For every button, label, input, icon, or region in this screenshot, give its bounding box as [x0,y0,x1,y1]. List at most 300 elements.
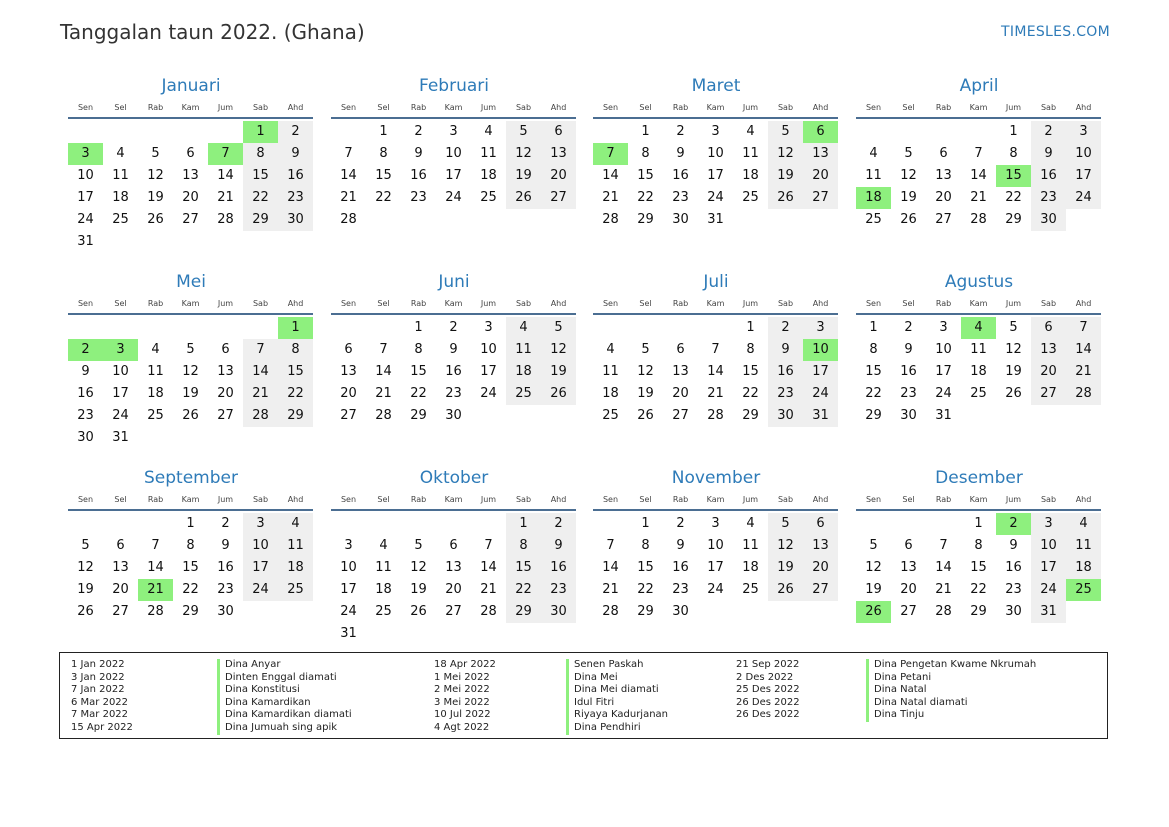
day-grid [68,513,314,623]
empty-cell [926,513,961,535]
day-cell: 25 [147,408,164,423]
day-cell: 28 [602,212,619,227]
day-cell: 19 [768,557,803,579]
weekday-label: Sab [515,495,532,504]
day-cell: 12 [1005,342,1022,357]
weekday-label: Jum [742,299,759,308]
day-cell: 5 [641,342,650,357]
legend-date: 18 Apr 2022 [434,659,496,670]
legend-name-column [217,659,352,735]
weekday-label: Sab [252,495,269,504]
day-cell: 22 [243,187,278,209]
month-title: Mei [176,272,206,292]
day-cell: 20 [803,165,838,187]
day-cell: 1 [414,320,423,335]
weekday-label: Ahd [812,495,829,504]
weekday-label: Ahd [287,299,304,308]
day-cell: 18 [602,386,619,401]
day-cell: 25 [970,386,987,401]
weekday-label: Sel [377,103,390,112]
day-cell: 15 [182,560,199,575]
day-cell: 14 [970,168,987,183]
weekday-label: Kam [181,299,200,308]
day-cell: 27 [672,408,689,423]
day-cell: 12 [541,339,576,361]
month-mei [68,269,314,449]
weekday-label: Sen [77,495,94,504]
empty-cell [401,513,436,535]
day-cell: 22 [637,582,654,597]
day-cell: 3 [449,124,458,139]
weekday-label: Jum [480,103,497,112]
weekday-label: Sen [77,299,94,308]
weekday-label: Jum [217,299,234,308]
day-cell: 20 [112,582,129,597]
day-cell: 14 [1066,339,1101,361]
day-cell: 1 [379,124,388,139]
legend-date: 6 Mar 2022 [71,696,129,708]
weekday-label: Sen [340,299,357,308]
day-cell: 13 [541,143,576,165]
day-cell: 27 [803,187,838,209]
weekday-label: Sen [865,103,882,112]
day-cell: 16 [278,165,313,187]
day-cell: 23 [278,187,313,209]
weekday-label: Kam [444,103,463,112]
weekday-label: Ahd [1075,495,1092,504]
day-cell: 9 [221,538,230,553]
day-cell: 25 [480,190,497,205]
day-cell: 18 [506,361,541,383]
day-cell: 2 [449,320,458,335]
holiday-day-cell: 6 [803,121,838,143]
day-cell: 6 [676,342,685,357]
day-cell: 7 [939,538,948,553]
day-cell: 25 [506,383,541,405]
weekday-header [593,491,839,509]
day-cell: 31 [707,212,724,227]
weekday-label: Rab [147,299,164,308]
day-cell: 9 [676,538,685,553]
weekday-label: Sab [1040,495,1057,504]
empty-cell [698,317,733,339]
day-cell: 13 [803,535,838,557]
legend-date: 1 Mei 2022 [434,671,490,683]
brand-link[interactable]: TIMESLES.COM [1001,24,1110,40]
day-cell: 8 [1009,146,1018,161]
day-cell: 3 [711,124,720,139]
day-grid [331,317,577,427]
day-cell: 14 [935,560,952,575]
day-cell: 28 [1066,383,1101,405]
day-cell: 18 [480,168,497,183]
month-title: Desember [935,468,1023,488]
day-cell: 23 [768,383,803,405]
day-cell: 1 [186,516,195,531]
empty-cell [138,513,173,535]
weekday-label: Ahd [550,103,567,112]
day-cell: 20 [935,190,952,205]
day-cell: 10 [707,146,724,161]
weekday-label: Sel [902,299,915,308]
weekday-header [593,99,839,117]
day-cell: 12 [637,364,654,379]
weekday-label: Kam [444,495,463,504]
weekday-label: Sel [902,495,915,504]
empty-cell [68,317,103,339]
day-cell: 22 [410,386,427,401]
day-cell: 18 [375,582,392,597]
day-cell: 8 [974,538,983,553]
page-title: Tanggalan taun 2022. (Ghana) [60,20,365,44]
day-cell: 8 [869,342,878,357]
weekday-label: Kam [181,103,200,112]
legend-date: 7 Jan 2022 [71,684,125,696]
day-cell: 28 [935,604,952,619]
day-cell: 1 [506,513,541,535]
day-cell: 4 [1066,513,1101,535]
holiday-day-cell: 18 [856,187,891,209]
day-cell: 4 [746,516,755,531]
day-cell: 25 [278,579,313,601]
holiday-day-cell: 21 [138,579,173,601]
day-cell: 24 [77,212,94,227]
empty-cell [471,513,506,535]
day-cell: 29 [1005,212,1022,227]
day-cell: 30 [900,408,917,423]
month-title: April [959,76,999,96]
day-cell: 5 [768,513,803,535]
day-cell: 7 [711,342,720,357]
day-grid [593,121,839,231]
day-cell: 30 [278,209,313,231]
month-juli [593,269,839,427]
day-cell: 10 [480,342,497,357]
weekday-label: Sel [114,103,127,112]
day-cell: 16 [1031,165,1066,187]
day-cell: 7 [484,538,493,553]
month-title: Agustus [944,272,1014,292]
weekday-header [856,99,1102,117]
day-cell: 13 [217,364,234,379]
day-cell: 1 [641,516,650,531]
empty-cell [103,513,138,535]
day-cell: 3 [939,320,948,335]
day-cell: 2 [221,516,230,531]
day-cell: 6 [186,146,195,161]
empty-cell [243,317,278,339]
day-cell: 10 [935,342,952,357]
day-cell: 21 [480,582,497,597]
day-cell: 8 [379,146,388,161]
weekday-label: Sen [602,495,619,504]
month-april [856,73,1102,231]
day-cell: 27 [1031,383,1066,405]
day-cell: 12 [768,535,803,557]
empty-cell [68,121,103,143]
day-cell: 29 [410,408,427,423]
weekday-label: Jum [217,103,234,112]
day-cell: 14 [602,168,619,183]
day-cell: 23 [445,386,462,401]
day-cell: 6 [541,121,576,143]
header-divider [68,313,313,315]
day-cell: 12 [900,168,917,183]
day-cell: 30 [672,604,689,619]
legend-date: 4 Agt 2022 [434,721,490,733]
legend-date: 7 Mar 2022 [71,709,129,721]
day-cell: 26 [768,187,803,209]
month-title: Juni [438,272,470,292]
day-cell: 19 [768,165,803,187]
weekday-label: Sab [777,103,794,112]
legend-date: 3 Jan 2022 [71,671,125,683]
day-cell: 26 [1005,386,1022,401]
weekday-label: Sen [340,103,357,112]
day-cell: 17 [803,361,838,383]
day-cell: 24 [707,190,724,205]
weekday-label: Sab [252,299,269,308]
day-cell: 29 [970,604,987,619]
empty-cell [856,513,891,535]
day-cell: 11 [147,364,164,379]
weekday-header [331,491,577,509]
month-oktober [331,465,577,645]
day-cell: 16 [672,168,689,183]
day-cell: 28 [602,604,619,619]
day-cell: 13 [340,364,357,379]
day-cell: 21 [340,190,357,205]
day-cell: 10 [112,364,129,379]
legend-holiday-name: Dina Konstitusi [217,684,352,697]
legend-holiday-name: Dina Tinju [866,709,1036,722]
day-cell: 19 [147,190,164,205]
weekday-header [68,295,314,313]
day-cell: 24 [935,386,952,401]
holiday-day-cell: 10 [803,339,838,361]
day-cell: 23 [672,582,689,597]
holiday-day-cell: 4 [961,317,996,339]
day-cell: 29 [506,601,541,623]
day-cell: 11 [865,168,882,183]
day-cell: 27 [340,408,357,423]
day-cell: 2 [414,124,423,139]
day-cell: 6 [904,538,913,553]
day-cell: 14 [480,560,497,575]
day-cell: 14 [147,560,164,575]
weekday-label: Sel [377,299,390,308]
empty-cell [331,317,366,339]
day-cell: 26 [410,604,427,619]
month-title: November [671,468,761,488]
weekday-label: Sel [639,103,652,112]
day-cell: 24 [340,604,357,619]
day-cell: 13 [935,168,952,183]
day-cell: 26 [541,383,576,405]
day-cell: 8 [641,146,650,161]
day-cell: 15 [278,361,313,383]
day-cell: 19 [865,582,882,597]
legend-holiday-name: Dina Anyar [217,659,352,672]
day-cell: 18 [1066,557,1101,579]
weekday-label: Sen [77,103,94,112]
weekday-label: Sab [515,103,532,112]
day-cell: 18 [112,190,129,205]
day-cell: 20 [900,582,917,597]
day-cell: 13 [803,143,838,165]
header-divider [593,117,838,119]
legend-name-column [866,659,1036,722]
day-grid [68,121,314,253]
empty-cell [663,317,698,339]
legend-date-column [736,659,800,722]
day-cell: 4 [606,342,615,357]
month-title: Oktober [419,468,489,488]
day-cell: 12 [77,560,94,575]
holiday-legend [59,652,1108,739]
day-cell: 15 [637,560,654,575]
day-cell: 24 [112,408,129,423]
weekday-label: Jum [480,495,497,504]
day-cell: 14 [217,168,234,183]
weekday-label: Rab [935,299,952,308]
weekday-label: Kam [444,299,463,308]
day-cell: 2 [541,513,576,535]
weekday-label: Rab [147,495,164,504]
day-cell: 3 [1031,513,1066,535]
day-cell: 4 [278,513,313,535]
day-cell: 4 [746,124,755,139]
weekday-label: Rab [147,103,164,112]
weekday-label: Rab [935,495,952,504]
day-cell: 5 [904,146,913,161]
day-cell: 11 [742,146,759,161]
empty-cell [926,121,961,143]
day-cell: 5 [869,538,878,553]
holiday-day-cell: 2 [68,339,103,361]
day-cell: 17 [112,386,129,401]
day-cell: 28 [217,212,234,227]
day-cell: 29 [182,604,199,619]
weekday-label: Kam [706,103,725,112]
day-cell: 14 [340,168,357,183]
day-cell: 12 [865,560,882,575]
holiday-day-cell: 2 [996,513,1031,535]
day-cell: 13 [1031,339,1066,361]
legend-date: 26 Des 2022 [736,696,800,708]
day-cell: 25 [375,604,392,619]
day-cell: 23 [541,579,576,601]
day-cell: 23 [672,190,689,205]
header-divider [331,313,576,315]
day-cell: 4 [379,538,388,553]
header-divider [856,117,1101,119]
legend-date: 26 Des 2022 [736,709,800,721]
day-cell: 9 [904,342,913,357]
legend-holiday-name: Dina Jumuah sing apik [217,722,352,735]
weekday-label: Sen [340,495,357,504]
holiday-day-cell: 26 [856,601,891,623]
day-cell: 24 [445,190,462,205]
day-cell: 12 [182,364,199,379]
day-cell: 22 [182,582,199,597]
day-cell: 26 [147,212,164,227]
weekday-label: Jum [742,103,759,112]
day-cell: 30 [768,405,803,427]
weekday-label: Rab [410,103,427,112]
month-title: Maret [691,76,741,96]
day-cell: 9 [414,146,423,161]
day-cell: 28 [707,408,724,423]
day-cell: 24 [803,383,838,405]
day-cell: 27 [935,212,952,227]
day-cell: 23 [410,190,427,205]
legend-holiday-name: Dina Kamardikan [217,697,352,710]
day-cell: 26 [506,187,541,209]
day-grid [68,317,314,449]
weekday-label: Jum [1005,299,1022,308]
day-cell: 15 [243,165,278,187]
month-februari [331,73,577,231]
day-cell: 13 [182,168,199,183]
empty-cell [138,121,173,143]
weekday-label: Rab [672,299,689,308]
day-cell: 30 [672,212,689,227]
day-cell: 7 [606,538,615,553]
day-cell: 11 [1066,535,1101,557]
day-cell: 3 [711,516,720,531]
legend-holiday-name: Riyaya Kadurjanan [566,709,668,722]
day-cell: 29 [637,604,654,619]
day-cell: 7 [344,146,353,161]
day-cell: 1 [746,320,755,335]
day-cell: 24 [707,582,724,597]
day-cell: 7 [974,146,983,161]
day-cell: 4 [506,317,541,339]
day-cell: 3 [344,538,353,553]
day-cell: 10 [340,560,357,575]
day-cell: 4 [116,146,125,161]
day-cell: 22 [742,386,759,401]
day-cell: 11 [480,146,497,161]
weekday-label: Sel [639,299,652,308]
day-cell: 12 [768,143,803,165]
day-cell: 9 [449,342,458,357]
day-cell: 11 [506,339,541,361]
day-cell: 26 [77,604,94,619]
day-cell: 20 [217,386,234,401]
empty-cell [891,513,926,535]
weekday-label: Sen [602,103,619,112]
month-desember [856,465,1102,623]
day-cell: 9 [81,364,90,379]
day-cell: 8 [243,143,278,165]
day-cell: 28 [147,604,164,619]
empty-cell [173,317,208,339]
day-cell: 20 [672,386,689,401]
day-cell: 10 [707,538,724,553]
day-cell: 13 [672,364,689,379]
legend-date-column [71,659,133,735]
legend-date: 2 Des 2022 [736,671,794,683]
day-cell: 22 [1005,190,1022,205]
month-title: September [144,468,238,488]
empty-cell [593,121,628,143]
legend-date: 1 Jan 2022 [71,659,125,670]
legend-date-column [434,659,496,735]
day-cell: 12 [410,560,427,575]
day-cell: 11 [375,560,392,575]
